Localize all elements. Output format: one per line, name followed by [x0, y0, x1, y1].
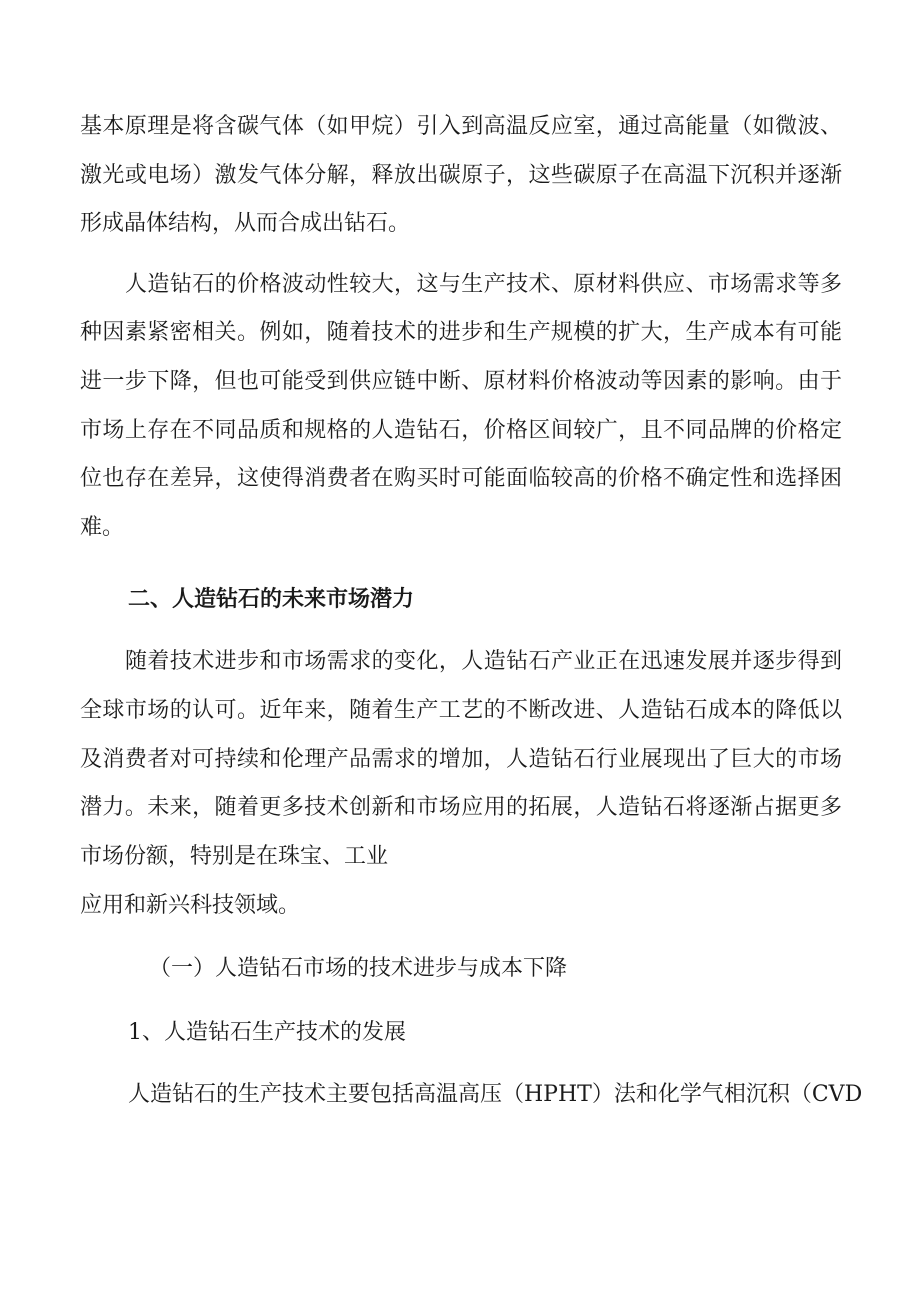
paragraph-market-potential-continued: 应用和新兴科技领域。 [80, 893, 301, 919]
numbered-heading-production-tech: 1、人造钻石生产技术的发展 [128, 1020, 406, 1046]
document-page [80, 103, 863, 1119]
section-heading-market-potential: 二、人造钻石的未来市场潜力 [128, 587, 415, 613]
paragraph-production-methods: 人造钻石的生产技术主要包括高温高压（HPHT）法和化学气相沉积（CVD [128, 1082, 863, 1108]
paragraph-price-volatility: 人造钻石的价格波动性较大，这与生产技术、原材料供应、市场需求等多种因素紧密相关。例如，随着技术的进步和生产规模的扩大，生产成本有可能进一步下降，但也可能受到供应链中断、原材料价格波动等因素的影响。由于市场上存在不同品质和规格的人造钻石，价格区间较广，且不同品牌的价格定位也存在差异，这使得消费者在购买时可能面临较高的价格不确定性和选择困难。 [80, 271, 842, 540]
subsection-heading-tech-cost: （一）人造钻石市场的技术进步与成本下降 [149, 956, 568, 982]
paragraph-cvd-principle: 基本原理是将含碳气体（如甲烷）引入到高温反应室，通过高能量（如微波、激光或电场）激发气体分解，释放出碳原子，这些碳原子在高温下沉积并逐渐形成晶体结构，从而合成出钻石。 [80, 114, 842, 237]
paragraph-market-potential: 随着技术进步和市场需求的变化，人造钻石产业正在迅速发展并逐步得到全球市场的认可。近年来，随着生产工艺的不断改进、人造钻石成本的降低以及消费者对可持续和伦理产品需求的增加，人造钻石行业展现出了巨大的市场潜力。未来，随着更多技术创新和市场应用的拓展，人造钻石将逐渐占据更多市场份额，特别是在珠宝、工业 [80, 649, 842, 869]
